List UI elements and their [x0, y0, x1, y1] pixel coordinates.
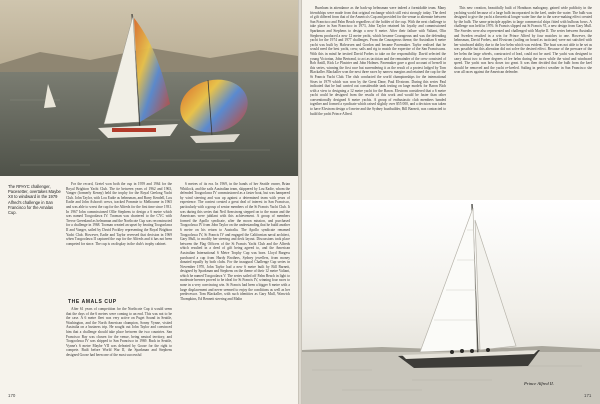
paragraph: For the record, Gretel won both the cup in 1959 and 1964 for the Royal Brighton Yacht Club. The tie between years of 1962 and 1963, Vanger (formerly Kenny) held the trophy for the Royal Geelong Yacht Club. John Taylor, with Lou Eadie as helmsman, and Barry Kendell, Lou Eadie and John Ashcroft crews, tracked Pommie to Melbourne in 1965 and was able to wrest the cup for the Alfreds for the first time since 1931. In 1967 Iohn commissioned Ollie Stephens to design a 6 metre which was named Toogoolawa IV. Tooman was chartered to the CYC with Trevor Greenland as helmsman and the Northcote Cup was reconstructed for a challenge in 1968. Tooman created an upset by beating Toogoolawa II and Vanger, sailed by David Pockley representing the Royal Brighton Yacht Club. However, Eadie and Taylor reversed that decision in 1969 when Toogoolawa II captured the cup for the Alfreds and it has not been competed for since. The cup is on display in the club's trophy cabinet.: [66, 182, 172, 246]
paragraph: This new creation, beautifully built of Honduras mahogany, gained wide publicity in the yachting world because of a large bulb incorporated in the keel, under the water. The bulb was designed to give the yacht a theoretical longer water line due to the wave-making effect created by the bulb. The same principle applies to large commercial ships fitted with bulbous bows. A challenge was held in 1976. St Francis slipped out St Francis VI, a new design from Gary Mull. The Swedes were also represented and challenged with Maybe II. The series between Australia and Sweden resulted in a win for Prince Alfred by four matches to one. However, the helmsman, David Forbes, and Elvstrom (sailing on board as tactician) were not satisfied with her windward ability due to the low helm which was evident. The boat was not able to be set as was possible but this alteration did not solve the desired effect. Because of the pressure of the lee helm the large wheels, constructed of lead, could not be used. The yacht was designed to carry about two to three degrees of lee helm during the races while the wind and windward speed. The yacht was bow down too great. It was then decided that the bulb from the keel should be removed and the yacht re-keeled. Sailing in perfect weather in San Francisco she won all races against the American defender.: [454, 6, 592, 75]
left-column-1: [66, 182, 172, 296]
photo-caption: Prince Alfred II.: [524, 381, 554, 386]
right-column-2: [454, 6, 592, 198]
left-column-2: [180, 182, 290, 391]
yachts-photo-illustration: [0, 0, 298, 176]
sailing-photo: [0, 0, 298, 176]
prince-alfred-photo: [302, 200, 600, 404]
paragraph: After 61 years of competition for the Northcote Cup it would seem that the days of the 6 metres were coming to an end. This was not to be the case. A 6 metre fleet was very active on Puget Sound in Seattle, Washington, and the North American champion, Sonny Vynne, visited Australia on a business trip. He sought out John Taylor and convinced him that a challenge should take place between the two countries. San Francisco Bay was chosen for the venue, being neutral territory, and Toogoolawa IV was shipped to San Francisco in 1969. Back in Seattle, Vynne's 6 metre Maybe VII was defeated by Goose for the right to compete. Built before World War II, the Sparkman and Stephens designed Goose had been one of the most successful: [66, 307, 172, 357]
paragraph: Burnham in attendance as the back-up helmsman were indeed a formidable team. Many friendships were made from that original exchange which still exist strongly today. The deed of gift differed from that of the America's Cup and provided for the venue to alternate between San Francisco and Palm Beach regardless of the holder of the cup. With the next challenge to take place in San Francisco in 1973, John Taylor retained his loyalty and commissioned Sparkman and Stephens to design a new 6 metre. After their failure with Valiant, Olin Stephens produced a new 12 metre yacht, which became Courageous and was the defending yacht for the 1974 and 1977 challenges. From the Courageous theme, the Australian 6 metre yacht was built by Halvorsen and Gordon and became Pacemaker. Taylor realised that he would need the best yacht, crew, sails and rig to match the expertise of the San Franciscans. With this in mind he invited David Forbes to take on the responsibility. David selected the young Victorian, John Bertrand, to act as tactician and the remainder of the crew consisted of Rob Antill, Rick Le Plastrier and John Holmes. Pacemaker gave a good account of herself in this series, winning the first race but surrendering it as the result of a protest lodged by Tom Blackaller. Blackaller won the next three races by narrow margins and retained the cup for the St Francis Yacht Club. The club conducted the world championships for the international Sixes in 1979 which was won by the Great Dane, Paul Elvstrom. During this series Paul indicated that he had carried out considerable tank testing on large models for Baron Bich with a view to designing a 12 metre yacht for the Baron. Elvstrom considered that a 6 metre yacht could be designed from the results of this work and would be faster than other conventionally designed 6 metre yachts. A group of enthusiastic club members banded together and formed a syndicate which raised slightly over $55 000, and a decision was taken to have Elvstrom design a 6 metre and the Sydney boatbuilder, Bill Barnett, was contracted to build the yacht Prince Alfred.: [310, 6, 446, 116]
right-page: [302, 0, 600, 404]
section-heading: THE AMALS CUP: [68, 299, 117, 305]
page-number-right: 171: [584, 393, 592, 398]
photo-caption: The RPAYC challenger, Pacesetter, overtakes Maybe XII to windward in the 1979 Alfred's challenge in San Francisco for the Amalas Cup.: [8, 184, 61, 216]
left-column-1-continued: [66, 307, 172, 391]
yacht-photo-illustration: [302, 200, 600, 404]
paragraph: 6 metres of its era. In 1969, in the hands of her Seattle owner, Brian Whitlock, and the sails Australian team, skippered by Lou Eadie, whom the defended Toogoolawa IV commissioned as a faster boat, but was hampered by wind steering and was up against a determined team with years of experience. The contest created a great deal of interest in San Francisco, particularly with a group of senior members of the St Francis Yacht Club. It was during this series that Neil Armstrong stepped on to the moon and the Americans were jubilant with this achievement. A group of members formed the Apollo syndicate, after the moon mission, and purchased Toogoolawa IV from John Taylor on the understanding that he build another 6 metre on his return to Australia. The Apollo syndicate renamed Toogoolawa IV, St Francis IV and engaged the Californian naval architect, Gary Mull, to modify her steering and deck layout. Discussions took place between the Flag Officers of the St Francis Yacht Club and the Alfreds which resulted in a deed of gift being agreed to, and the American Australian International 6 Metre Trophy Cup was born. Lloyd Burgess purchased a cup from Hardy Brothers, Sydney jewellers, from money donated equally by both clubs. For the inaugural Challenge Cup series in November 1970, John Taylor had a new 6 metre built by Bill Barnett, designed by Sparkman and Stephens on the theme of their 12 metre Valiant, which he named Toogoolawa V. The series sailed off Palm Beach in light to moderate breezes proved to be ideal for St Francis IV, winning four races to none in a very convincing win. St Francis had been a bigger 6 metre with a large displacement and never seemed to enjoy the conditions as well as her predecessor. Tom Blackaller, with such identities as Gary Mull, Warwick Thompkins, Ed Bennett steering and Malin: [180, 182, 290, 301]
left-page: [0, 0, 298, 404]
page-number-left: 170: [8, 393, 16, 398]
